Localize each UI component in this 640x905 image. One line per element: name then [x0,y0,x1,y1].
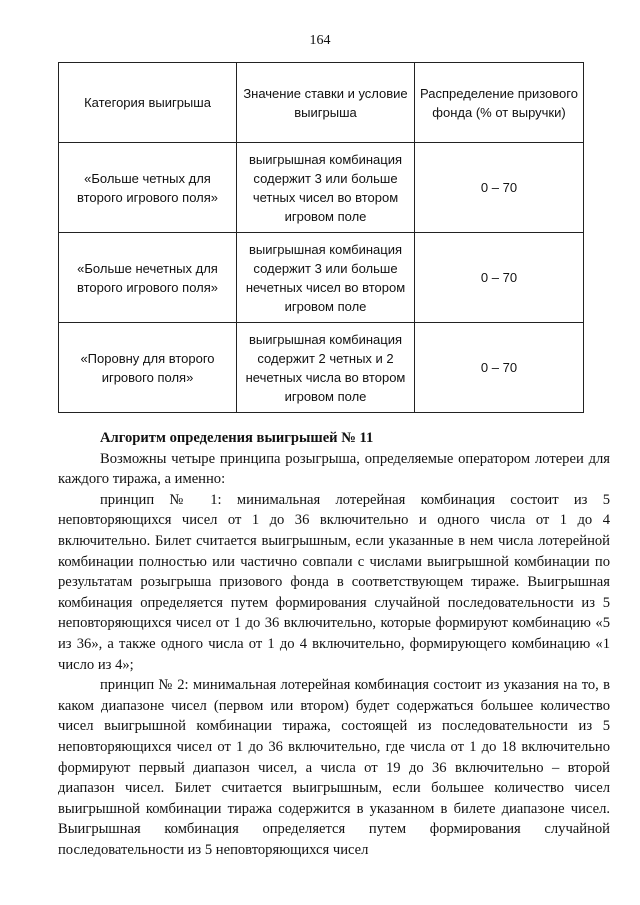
condition-cell: выигрышная комбинация содержит 3 или больше четных чисел во втором игровом поле [237,143,415,233]
table-header-row [59,63,584,143]
principle-1-paragraph: принцип № 1: минимальная лотерейная комбинация состоит из 5 неповторяющихся чисел от 1 до 36 включительно и одного числа от 1 до 4 включительно. Билет считается выигрышным, если указанные в нем числа лотерейной комбинации полностью или частично совпали с числами выигрышной комбинации по результатам розыгрыша призового фонда в соответствующем тираже. Выигрышная комбинация определяется путем формирования случайной последовательности из 5 неповторяющихся чисел от 1 до 36 включительно, которые формируют комбинацию «5 из 36», а также одного числа от 1 до 4 включительно, формирующего комбинацию «1 число из 4»; [58,491,610,673]
page-number: 164 [309,33,331,48]
prize-distribution-table [58,62,584,413]
category-cell: «Поровну для второго игрового поля» [59,323,237,413]
header-condition: Значение ставки и условие выигрыша [237,63,415,143]
condition-cell: выигрышная комбинация содержит 2 четных и 2 нечетных числа во втором игровом поле [237,323,415,413]
table-row [59,143,584,233]
section-body [58,428,610,860]
principle-2-paragraph: принцип № 2: минимальная лотерейная комбинация состоит из указания на то, в каком диапазоне чисел (первом или втором) будет содержаться большее количество чисел выигрышной комбинации тиража, состоящей из последовательности из 5 неповторяющихся чисел от 1 до 36 включительно, где числа от 1 до 18 включительно формируют первый диапазон чисел, а числа от 19 до 36 включительно – второй диапазон чисел. Билет считается выигрышным, если большее количество чисел выигрышной комбинации тиража содержится в указанном в билете диапазоне чисел. Выигрышная комбинация определяется путем формирования случайной последовательности из 5 неповторяющихся чисел [58,677,610,858]
share-cell: 0 – 70 [415,323,584,413]
category-cell: «Больше нечетных для второго игрового поля» [59,233,237,323]
header-share: Распределение призового фонда (% от выручки) [415,63,584,143]
share-cell: 0 – 70 [415,233,584,323]
share-cell: 0 – 70 [415,143,584,233]
intro-paragraph: Возможны четыре принципа розыгрыша, определяемые оператором лотереи для каждого тиража, а именно: [58,450,610,488]
category-cell: «Больше четных для второго игрового поля» [59,143,237,233]
section-heading: Алгоритм определения выигрышей № 11 [100,430,374,446]
table-row [59,233,584,323]
table-row [59,323,584,413]
condition-cell: выигрышная комбинация содержит 3 или больше нечетных чисел во втором игровом поле [237,233,415,323]
header-category: Категория выигрыша [59,63,237,143]
